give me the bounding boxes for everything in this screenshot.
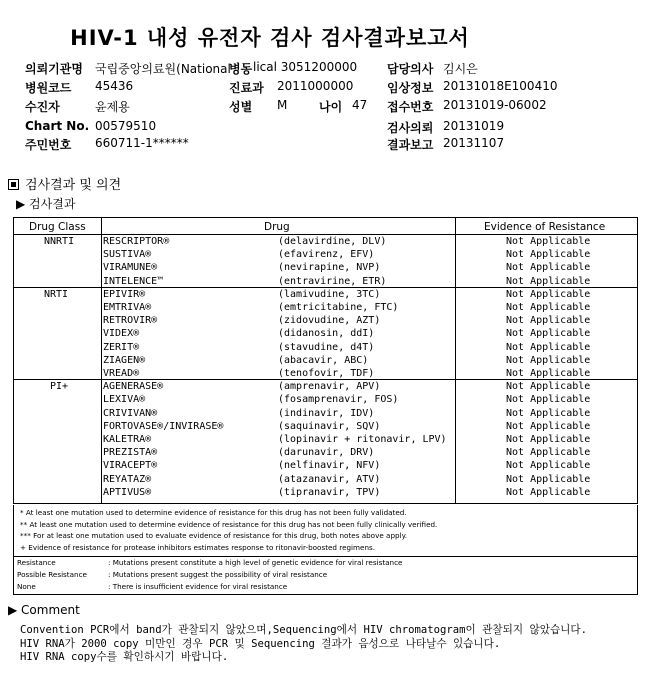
evidence-value: Not Applicable xyxy=(506,341,591,353)
evidence-value: Not Applicable xyxy=(506,368,591,379)
comment-line: HIV RNA가 2000 copy 미만인 경우 PCR 및 Sequencing 결과가 음성으로 나타날수 있습니다. xyxy=(20,637,501,650)
section-results-heading xyxy=(8,174,121,193)
evidence-value: Not Applicable xyxy=(506,262,591,274)
drug-generic-name: (delavirdine, DLV) xyxy=(278,236,387,247)
drug-generic-name: (zidovudine, AZT) xyxy=(278,315,381,327)
footnote: * At least one mutation used to determine evidence of resistance for this drug has not been fully validated. xyxy=(20,508,407,517)
hospital-code-value: 45436 xyxy=(95,79,134,93)
drug-brand-name: REYATAZ® xyxy=(103,473,152,485)
drug-brand-name: LEXIVA® xyxy=(103,394,146,406)
drug-generic-name: (amprenavir, APV) xyxy=(278,381,381,393)
drug-generic-name: (abacavir, ABC) xyxy=(278,354,369,366)
drug-generic-name: (emtricitabine, FTC) xyxy=(278,302,399,313)
ward-value: lical 3051200000 xyxy=(253,60,358,74)
drug-brand-name: APTIVUS® xyxy=(103,486,152,498)
drug-brand-name: PREZISTA® xyxy=(103,447,158,459)
drug-generic-name: (stavudine, d4T) xyxy=(278,341,375,353)
requester-inst-label: 의뢰기관명 xyxy=(25,62,83,76)
drug-generic-name: (tenofovir, TDF) xyxy=(278,368,375,379)
request-value: 20131019 xyxy=(443,119,505,133)
report-label: 결과보고 xyxy=(387,138,434,152)
report-value: 20131107 xyxy=(443,136,505,150)
evidence-value: Not Applicable xyxy=(506,236,591,247)
receipt-value: 20131019-06002 xyxy=(443,98,547,112)
drug-brand-name: VIRACEPT® xyxy=(103,460,158,472)
legend-description: : There is insufficient evidence for viral resistance xyxy=(108,582,288,591)
dept-value: 2011000000 xyxy=(277,79,354,93)
evidence-value: Not Applicable xyxy=(506,473,591,485)
clinical-value: 20131018E100410 xyxy=(443,79,558,93)
evidence-value: Not Applicable xyxy=(506,249,591,261)
legend-term: Possible Resistance xyxy=(17,570,87,579)
drug-brand-name: ZIAGEN® xyxy=(103,354,146,366)
evidence-value: Not Applicable xyxy=(506,420,591,432)
drug-brand-name: RETROVIR® xyxy=(103,315,158,327)
chart-label: Chart No. xyxy=(25,119,90,133)
drug-generic-name: (lamivudine, 3TC) xyxy=(278,288,381,300)
report-title: HIV-1 내성 유전자 검사 검사결과보고서 xyxy=(70,26,470,50)
evidence-value: Not Applicable xyxy=(506,328,591,340)
drug-brand-name: EMTRIVA® xyxy=(103,302,152,313)
age-value: 47 xyxy=(352,98,368,112)
requester-inst-value: 국립중앙의료원(National xyxy=(95,62,231,76)
chart-value: 00579510 xyxy=(95,119,157,133)
ward-label: 병동 xyxy=(229,62,253,76)
drug-brand-name: RESCRIPTOR® xyxy=(103,236,170,247)
legend-term: Resistance xyxy=(17,558,56,567)
drug-class-label: NRTI xyxy=(44,288,69,300)
patient-value: 윤제용 xyxy=(95,100,130,114)
comment-heading: ▶ Comment xyxy=(8,603,80,617)
dept-label: 진료과 xyxy=(229,81,264,95)
resistance-table xyxy=(13,217,638,504)
evidence-value: Not Applicable xyxy=(506,315,591,327)
drug-brand-name: INTELENCE™ xyxy=(103,275,164,287)
table-divider xyxy=(101,218,102,503)
notes-box xyxy=(13,505,638,595)
notes-divider xyxy=(14,556,637,557)
doctor-value: 김시은 xyxy=(443,62,478,76)
drug-brand-name: SUSTIVA® xyxy=(103,249,152,261)
footnote: *** For at least one mutation used to evaluate evidence of resistance for this drug, both notes above apply. xyxy=(20,531,408,540)
sex-label: 성별 xyxy=(229,100,253,114)
drug-generic-name: (lopinavir + ritonavir, LPV) xyxy=(278,434,447,445)
drug-class-label: NNRTI xyxy=(44,236,75,247)
footnote: ** At least one mutation used to determine evidence of resistance for this drug has not been fully clinically verified. xyxy=(20,519,438,529)
evidence-value: Not Applicable xyxy=(506,486,591,498)
drug-brand-name: AGENERASE® xyxy=(103,381,164,393)
drug-generic-name: (atazanavir, ATV) xyxy=(278,473,381,485)
footnote: + Evidence of resistance for protease inhibitors estimates response to ritonavir-boosted regimens. xyxy=(20,542,376,552)
drug-brand-name: FORTOVASE®/INVIRASE® xyxy=(103,420,224,432)
age-label: 나이 xyxy=(319,100,343,114)
evidence-value: Not Applicable xyxy=(506,381,591,393)
rrn-value: 660711-1****** xyxy=(95,136,189,150)
drug-brand-name: KALETRA® xyxy=(103,434,152,445)
evidence-value: Not Applicable xyxy=(506,460,591,472)
drug-generic-name: (nevirapine, NVP) xyxy=(278,262,381,274)
doctor-label: 담당의사 xyxy=(387,62,434,76)
legend-description: : Mutations present suggest the possibility of viral resistance xyxy=(108,570,328,579)
legend-term: None xyxy=(17,582,36,591)
drug-generic-name: (entravirine, ETR) xyxy=(278,275,387,287)
drug-generic-name: (tipranavir, TPV) xyxy=(278,486,381,498)
comment-line: Convention PCR에서 band가 관찰되지 않았으며,Sequencing에서 HIV chromatogram이 관찰되지 않았습니다. xyxy=(20,624,588,636)
drug-generic-name: (efavirenz, EFV) xyxy=(278,249,375,261)
table-divider xyxy=(455,218,456,503)
evidence-value: Not Applicable xyxy=(506,407,591,419)
drug-generic-name: (nelfinavir, NFV) xyxy=(278,460,381,472)
drug-generic-name: (indinavir, IDV) xyxy=(278,407,375,419)
drug-generic-name: (fosamprenavir, FOS) xyxy=(278,394,399,406)
hospital-code-label: 병원코드 xyxy=(25,81,72,95)
drug-class-label: PI+ xyxy=(50,381,69,393)
evidence-value: Not Applicable xyxy=(506,288,591,300)
drug-generic-name: (saquinavir, SQV) xyxy=(278,420,381,432)
evidence-value: Not Applicable xyxy=(506,394,591,406)
col-header-class: Drug Class xyxy=(29,221,86,233)
section-results-label: 검사결과 및 의견 xyxy=(25,178,122,193)
legend-description: : Mutations present constitute a high level of genetic evidence for viral resistance xyxy=(108,558,403,567)
drug-generic-name: (darunavir, DRV) xyxy=(278,447,375,459)
rrn-label: 주민번호 xyxy=(25,138,72,152)
drug-generic-name: (didanosin, ddI) xyxy=(278,328,375,340)
evidence-value: Not Applicable xyxy=(506,275,591,287)
clinical-label: 임상정보 xyxy=(387,81,434,95)
patient-label: 수진자 xyxy=(25,100,60,114)
evidence-value: Not Applicable xyxy=(506,434,591,445)
drug-brand-name: VIDEX® xyxy=(103,328,140,340)
drug-brand-name: VREAD® xyxy=(103,368,140,379)
evidence-value: Not Applicable xyxy=(506,302,591,313)
sex-value: M xyxy=(277,98,288,112)
drug-brand-name: ZERIT® xyxy=(103,341,140,353)
col-header-evidence: Evidence of Resistance xyxy=(484,221,606,233)
drug-brand-name: CRIVIVAN® xyxy=(103,407,158,419)
receipt-label: 접수번호 xyxy=(387,100,434,114)
evidence-value: Not Applicable xyxy=(506,354,591,366)
drug-brand-name: VIRAMUNE® xyxy=(103,262,158,274)
evidence-value: Not Applicable xyxy=(506,447,591,459)
request-label: 검사의뢰 xyxy=(387,121,434,135)
subsection-results-heading: ▶ 검사결과 xyxy=(16,197,76,211)
drug-brand-name: EPIVIR® xyxy=(103,288,146,300)
col-header-drug: Drug xyxy=(264,221,290,233)
comment-line: HIV RNA copy수를 확인하시기 바랍니다. xyxy=(20,651,229,663)
checkbox-square-icon xyxy=(8,179,19,190)
